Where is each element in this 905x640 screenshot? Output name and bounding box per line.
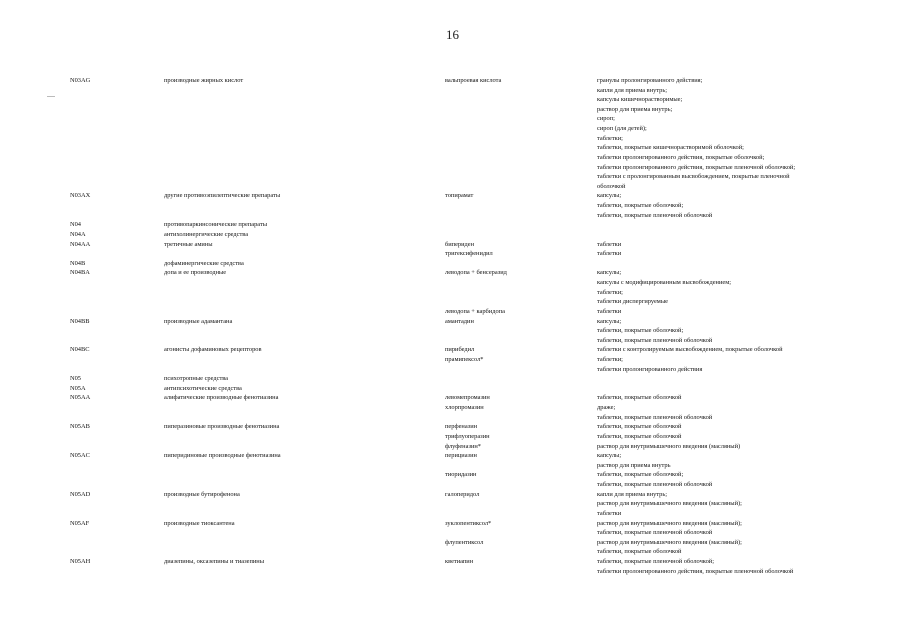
table-row bbox=[0, 365, 905, 375]
dosage-form-cell: таблетки пролонгированного действия, покрытые оболочкой; bbox=[597, 153, 765, 161]
dosage-form-cell: капсулы; bbox=[597, 452, 622, 460]
dosage-form-cell: капсулы кишечнорастворимые; bbox=[597, 96, 683, 104]
group-name-cell: производные бутирофенона bbox=[164, 490, 240, 498]
group-name-cell: противопаркинсонические препараты bbox=[164, 221, 268, 229]
group-name-cell: дофаминергические средства bbox=[164, 259, 244, 267]
group-name-cell: психотропные средства bbox=[164, 375, 229, 383]
drug-name-cell: топирамат bbox=[445, 192, 474, 200]
table-row bbox=[0, 124, 905, 134]
table-row bbox=[0, 403, 905, 413]
atc-code-cell: N05 bbox=[70, 375, 82, 383]
atc-code-cell: N04BA bbox=[70, 269, 90, 277]
atc-code-cell: N05AC bbox=[70, 452, 90, 460]
drug-name-cell: трифлуоперазин bbox=[445, 432, 490, 440]
dosage-form-cell: сироп (для детей); bbox=[597, 125, 647, 133]
table-row bbox=[0, 211, 905, 221]
dosage-form-cell: таблетки, покрытые пленочной оболочкой bbox=[597, 413, 713, 421]
group-name-cell: антипсихотические средства bbox=[164, 384, 242, 392]
dosage-form-cell: таблетки пролонгированного действия, покрытые пленочной оболочкой; bbox=[597, 163, 796, 171]
atc-code-cell: N04AA bbox=[70, 240, 91, 248]
dosage-form-cell: таблетки bbox=[597, 240, 622, 248]
group-name-cell: производные жирных кислот bbox=[164, 77, 244, 84]
table-row bbox=[0, 336, 905, 346]
atc-code-cell: N04BB bbox=[70, 317, 90, 325]
drug-name-cell: левомепромазин bbox=[445, 394, 490, 402]
atc-code-cell: N04 bbox=[70, 221, 82, 229]
table-row bbox=[0, 557, 905, 567]
drug-name-cell: вальпроевая кислота bbox=[445, 77, 502, 84]
table-row bbox=[0, 470, 905, 480]
table-row bbox=[0, 76, 905, 86]
atc-code-cell: N04A bbox=[70, 230, 86, 238]
drug-name-cell: хлорпромазин bbox=[445, 404, 484, 412]
table-row bbox=[0, 461, 905, 471]
dosage-form-cell: таблетки с контролируемым высвобождением, покрытые оболочкой bbox=[597, 346, 783, 354]
table-row bbox=[0, 509, 905, 519]
table-row bbox=[0, 230, 905, 240]
drug-name-cell: прамипексол* bbox=[445, 355, 484, 363]
dosage-form-cell: капсулы; bbox=[597, 269, 622, 277]
dosage-form-cell: таблетки bbox=[597, 307, 622, 315]
table-row bbox=[0, 259, 905, 269]
group-name-cell: диазепины, оксазепины и тиазепины bbox=[164, 558, 265, 565]
table-row bbox=[0, 538, 905, 548]
table-row bbox=[0, 413, 905, 423]
group-name-cell: допа и ее производные bbox=[164, 269, 227, 277]
atc-code-cell: N04B bbox=[70, 259, 86, 267]
dosage-form-cell: раствор для приема внутрь bbox=[597, 461, 671, 469]
table-row bbox=[0, 384, 905, 394]
table-row bbox=[0, 326, 905, 336]
group-name-cell: антихолинергические средства bbox=[164, 230, 249, 238]
table-row bbox=[0, 567, 905, 577]
table-row bbox=[0, 374, 905, 384]
table-row bbox=[0, 182, 905, 192]
table-row bbox=[0, 451, 905, 461]
table-row bbox=[0, 201, 905, 211]
group-name-cell: третичные амины bbox=[164, 240, 213, 248]
atc-code-cell: N05AD bbox=[70, 490, 91, 498]
atc-code-cell: N05AF bbox=[70, 519, 90, 527]
drug-name-cell: флупентиксол bbox=[445, 538, 484, 546]
dosage-form-cell: таблетки диспергируемые bbox=[597, 298, 668, 306]
table-row bbox=[0, 317, 905, 327]
group-name-cell: производные адамантана bbox=[164, 317, 233, 325]
table-row bbox=[0, 547, 905, 557]
dosage-form-cell: таблетки, покрытые оболочкой bbox=[597, 432, 682, 440]
dosage-form-cell: таблетки, покрытые пленочной оболочкой bbox=[597, 211, 713, 219]
dosage-form-cell: таблетки; bbox=[597, 134, 623, 142]
table-row bbox=[0, 345, 905, 355]
drug-name-cell: флуфеназин* bbox=[445, 442, 481, 450]
table-row bbox=[0, 288, 905, 298]
drug-name-cell: перфеназин bbox=[445, 423, 478, 431]
atc-code-cell: N05AA bbox=[70, 394, 91, 402]
dosage-form-cell: таблетки, покрытые пленочной оболочкой bbox=[597, 336, 713, 344]
atc-code-cell: N03AG bbox=[70, 77, 91, 84]
group-name-cell: другие противоэпилептические препараты bbox=[164, 192, 281, 200]
dosage-form-cell: таблетки, покрытые оболочкой bbox=[597, 423, 682, 431]
table-row bbox=[0, 114, 905, 124]
table-row bbox=[0, 153, 905, 163]
drug-name-cell: леводопа + бенсеразид bbox=[445, 269, 507, 277]
table-row bbox=[0, 528, 905, 538]
drug-name-cell: леводопа + карбидопа bbox=[445, 307, 505, 315]
atc-code-cell: N03AX bbox=[70, 192, 91, 200]
drug-name-cell: перициазин bbox=[445, 452, 477, 460]
dosage-form-cell: таблетки, покрытые оболочкой bbox=[597, 548, 682, 556]
table-row bbox=[0, 499, 905, 509]
dosage-form-cell: таблетки, покрытые пленочной оболочкой; bbox=[597, 558, 714, 565]
table-row bbox=[0, 105, 905, 115]
table-row bbox=[0, 268, 905, 278]
dosage-form-cell: капсулы; bbox=[597, 317, 622, 325]
dosage-form-cell: сироп; bbox=[597, 115, 615, 123]
dosage-form-cell: раствор для внутримышечного введения (масляный); bbox=[597, 519, 742, 527]
dosage-form-cell: оболочкой bbox=[597, 182, 626, 190]
dosage-form-cell: таблетки пролонгированного действия, покрытые пленочной оболочкой bbox=[597, 567, 794, 575]
dosage-form-cell: гранулы пролонгированного действия; bbox=[597, 77, 703, 84]
dosage-form-cell: таблетки с пролонгированным высвобождением, покрытые пленочной bbox=[597, 173, 790, 181]
table-row bbox=[0, 432, 905, 442]
group-name-cell: пиперазиновые производные фенотиазина bbox=[164, 423, 280, 431]
atc-code-cell: N05AB bbox=[70, 423, 90, 431]
table-row bbox=[0, 143, 905, 153]
table-row bbox=[0, 393, 905, 403]
atc-code-cell: N04BC bbox=[70, 346, 90, 354]
dosage-form-cell: раствор для внутримышечного введения (масляный) bbox=[597, 442, 741, 450]
table-row bbox=[0, 355, 905, 365]
dosage-form-cell: таблетки; bbox=[597, 288, 623, 296]
dosage-form-cell: таблетки, покрытые оболочкой; bbox=[597, 327, 684, 335]
table-row bbox=[0, 490, 905, 500]
dosage-form-cell: таблетки пролонгированного действия bbox=[597, 365, 703, 373]
dosage-form-cell: раствор для внутримышечного введения (масляный); bbox=[597, 500, 742, 508]
dosage-form-cell: раствор для приема внутрь; bbox=[597, 105, 673, 113]
table-row bbox=[0, 172, 905, 182]
dosage-form-cell: капсулы с модифицированным высвобождением; bbox=[597, 279, 732, 287]
dosage-form-cell: таблетки, покрытые оболочкой; bbox=[597, 471, 684, 479]
drug-name-cell: тиоридазин bbox=[445, 471, 477, 479]
dosage-form-cell: таблетки, покрытые пленочной оболочкой bbox=[597, 481, 713, 489]
dosage-form-cell: таблетки bbox=[597, 509, 622, 517]
drug-name-cell: пирибедил bbox=[445, 346, 475, 354]
table-row bbox=[0, 519, 905, 529]
table-row bbox=[0, 442, 905, 452]
drug-name-cell: тригексифенидил bbox=[445, 250, 493, 258]
drug-name-cell: зуклопентиксол* bbox=[445, 519, 492, 527]
dosage-form-cell: капли для приема внутрь; bbox=[597, 490, 668, 498]
dosage-form-cell: капсулы; bbox=[597, 192, 622, 200]
table-row bbox=[0, 191, 905, 201]
table-row bbox=[0, 163, 905, 173]
table-row bbox=[0, 297, 905, 307]
group-name-cell: производные тиоксантена bbox=[164, 519, 235, 527]
table-row bbox=[0, 134, 905, 144]
drug-name-cell: кветиапин bbox=[445, 558, 474, 565]
dosage-form-cell: таблетки, покрытые кишечнорастворимой оболочкой; bbox=[597, 144, 744, 152]
table-row bbox=[0, 278, 905, 288]
dosage-form-cell: драже; bbox=[597, 404, 616, 412]
page-number: 16 bbox=[446, 27, 459, 42]
dosage-form-cell: таблетки bbox=[597, 250, 622, 258]
dosage-form-cell: таблетки, покрытые пленочной оболочкой bbox=[597, 529, 713, 537]
dosage-form-cell: таблетки; bbox=[597, 355, 623, 363]
table-row bbox=[0, 95, 905, 105]
atc-code-cell: N05A bbox=[70, 384, 86, 392]
table-row bbox=[0, 220, 905, 230]
table-row bbox=[0, 86, 905, 96]
drug-name-cell: галоперидол bbox=[445, 490, 480, 498]
dosage-form-cell: раствор для внутримышечного введения (масляный); bbox=[597, 538, 742, 546]
group-name-cell: агонисты дофаминовых рецепторов bbox=[164, 346, 262, 354]
group-name-cell: алифатические производные фенотиазина bbox=[164, 394, 279, 402]
table-row bbox=[0, 307, 905, 317]
table-row bbox=[0, 240, 905, 250]
drug-name-cell: бипериден bbox=[445, 240, 475, 248]
table-row bbox=[0, 422, 905, 432]
table-row bbox=[0, 249, 905, 259]
atc-code-cell: N05AH bbox=[70, 558, 91, 565]
dosage-form-cell: таблетки, покрытые оболочкой bbox=[597, 394, 682, 402]
dosage-form-cell: капли для приема внутрь; bbox=[597, 86, 668, 94]
drug-name-cell: амантадин bbox=[445, 317, 474, 325]
table-row bbox=[0, 480, 905, 490]
dosage-form-cell: таблетки, покрытые оболочкой; bbox=[597, 202, 684, 210]
group-name-cell: пиперидиновые производные фенотиазина bbox=[164, 452, 281, 460]
